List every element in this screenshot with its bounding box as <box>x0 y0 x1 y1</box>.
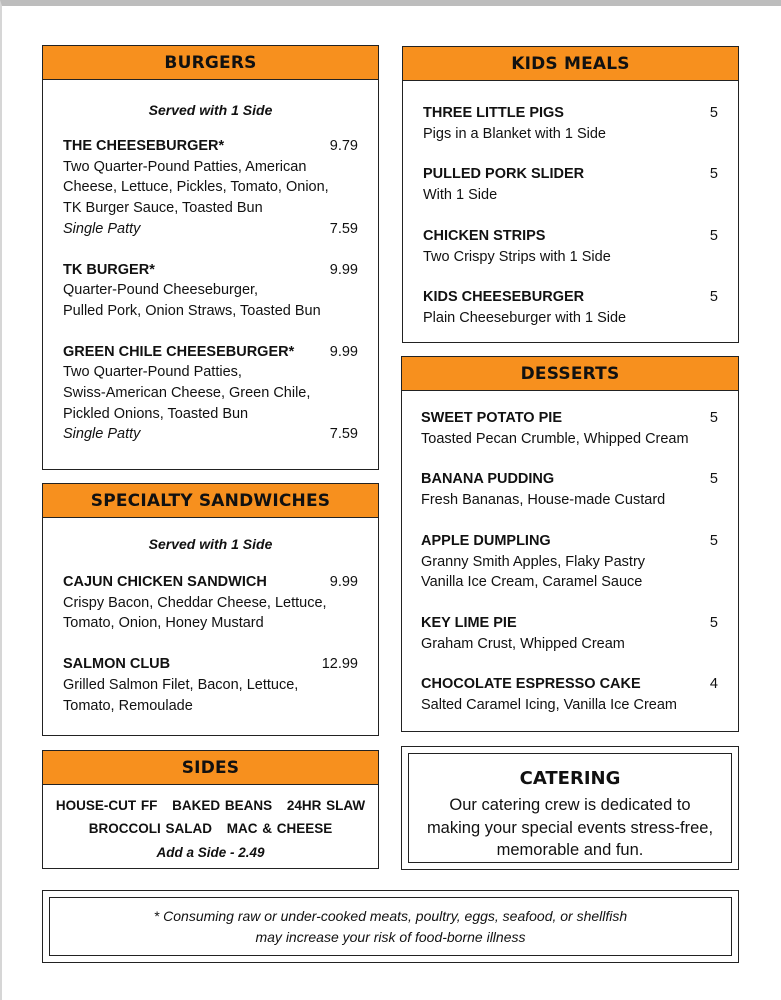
catering-section <box>401 746 739 870</box>
item-name: KEY LIME PIE <box>421 614 517 631</box>
item-desc-line: Crispy Bacon, Cheddar Cheese, Lettuce, <box>63 594 327 611</box>
add-side-note: Add a Side - 2.49 <box>156 845 265 860</box>
item-name: THE CHEESEBURGER* <box>63 138 225 154</box>
item-desc-line: Granny Smith Apples, Flaky Pastry <box>421 553 646 570</box>
item-price: 9.99 <box>329 343 358 360</box>
item-desc-line: Tomato, Remoulade <box>63 697 193 714</box>
menu-item-kids-cheeseburger <box>423 287 718 328</box>
item-name: KIDS CHEESEBURGER <box>423 289 585 306</box>
menu-item-the-cheeseburger <box>63 136 358 240</box>
item-desc-line: Graham Crust, Whipped Cream <box>421 635 625 652</box>
burgers-section <box>42 45 379 470</box>
catering-text-line: Our catering crew is dedicated to <box>449 796 691 814</box>
item-name: BANANA PUDDING <box>421 471 555 488</box>
menu-item-chocolate-espresso-cake <box>421 674 718 715</box>
item-desc-line: Two Quarter-Pound Patties, <box>63 364 242 381</box>
menu-item-chicken-strips <box>423 226 718 267</box>
sides-header: SIDES <box>43 751 378 785</box>
item-desc-line: Toasted Pecan Crumble, Whipped Cream <box>421 430 689 447</box>
item-desc-line: With 1 Side <box>423 187 498 204</box>
item-desc-line: Cheese, Lettuce, Pickles, Tomato, Onion, <box>63 179 329 196</box>
catering-inner-frame <box>408 753 732 863</box>
item-name: TK BURGER* <box>63 261 155 278</box>
sides-line-2 <box>43 817 378 840</box>
item-desc-line: Grilled Salmon Filet, Bacon, Lettuce, <box>63 676 299 693</box>
item-name: GREEN CHILE CHEESEBURGER* <box>63 343 295 360</box>
item-price: 9.99 <box>329 574 358 590</box>
item-name: PULLED PORK SLIDER <box>423 166 585 183</box>
menu-item-green-chile-cheeseburger <box>63 342 358 446</box>
item-price: 5 <box>709 166 718 183</box>
item-desc-line: Two Quarter-Pound Patties, American <box>63 158 307 175</box>
specialty-header: SPECIALTY SANDWICHES <box>43 484 378 518</box>
notice-inner-frame <box>49 897 732 956</box>
catering-text-line: making your special events stress-free, <box>426 818 714 837</box>
burgers-header: BURGERS <box>43 46 378 80</box>
item-name: CHOCOLATE ESPRESSO CAKE <box>421 676 641 693</box>
item-price: 5 <box>709 410 718 426</box>
item-name: CAJUN CHICKEN SANDWICH <box>63 574 267 590</box>
item-price: 5 <box>709 532 718 549</box>
item-variant-price: 7.59 <box>329 220 358 237</box>
menu-item-sweet-potato-pie <box>421 408 718 449</box>
menu-item-pulled-pork-slider <box>423 164 718 205</box>
side-option: HOUSE-CUT FF <box>55 798 158 813</box>
item-price: 4 <box>709 676 718 693</box>
menu-item-salmon-club <box>63 654 358 716</box>
food-safety-notice <box>42 890 739 963</box>
side-option: 24HR SLAW <box>286 798 366 813</box>
kids-meals-section <box>402 46 739 343</box>
item-desc-line: Vanilla Ice Cream, Caramel Sauce <box>421 574 643 591</box>
kids-header: KIDS MEALS <box>403 47 738 81</box>
item-name: SWEET POTATO PIE <box>421 410 562 426</box>
catering-title: CATERING <box>519 768 621 789</box>
item-desc-line: Two Crispy Strips with 1 Side <box>423 248 611 265</box>
desserts-section <box>401 356 739 732</box>
item-price: 9.99 <box>329 261 358 278</box>
item-desc-line: Tomato, Onion, Honey Mustard <box>63 615 264 632</box>
item-variant: Single Patty <box>63 426 141 443</box>
notice-line: * Consuming raw or under-cooked meats, poultry, eggs, seafood, or shellfish <box>153 908 628 924</box>
menu-item-apple-dumpling <box>421 531 718 593</box>
burgers-served-note: Served with 1 Side <box>148 102 273 118</box>
item-desc-line: TK Burger Sauce, Toasted Bun <box>63 200 263 217</box>
item-desc-line: Pulled Pork, Onion Straws, Toasted Bun <box>63 302 321 319</box>
side-option: BROCCOLI SALAD <box>88 821 212 836</box>
item-price: 9.79 <box>329 138 358 154</box>
item-name: SALMON CLUB <box>63 656 171 673</box>
item-name: APPLE DUMPLING <box>421 532 551 549</box>
item-name: CHICKEN STRIPS <box>423 227 546 244</box>
side-option: MAC & CHEESE <box>226 821 333 836</box>
catering-text-line: memorable and fun. <box>496 841 644 859</box>
menu-item-cajun-chicken-sandwich <box>63 572 358 634</box>
item-desc-line: Pickled Onions, Toasted Bun <box>63 405 249 422</box>
menu-item-tk-burger <box>63 260 358 322</box>
sides-line-1 <box>43 794 378 817</box>
item-price: 5 <box>709 614 718 631</box>
item-desc-line: Pigs in a Blanket with 1 Side <box>423 125 606 142</box>
item-price: 12.99 <box>321 656 358 673</box>
item-desc-line: Plain Cheeseburger with 1 Side <box>423 309 627 326</box>
notice-line: may increase your risk of food-borne illness <box>255 928 526 945</box>
item-name: THREE LITTLE PIGS <box>423 105 564 121</box>
menu-item-key-lime-pie <box>421 613 718 654</box>
item-price: 5 <box>709 105 718 121</box>
sides-section <box>42 750 379 869</box>
desserts-header: DESSERTS <box>402 357 738 391</box>
item-variant: Single Patty <box>63 220 141 237</box>
menu-item-banana-pudding <box>421 469 718 510</box>
item-desc-line: Quarter-Pound Cheeseburger, <box>63 282 259 299</box>
item-desc-line: Fresh Bananas, House-made Custard <box>421 492 666 509</box>
specialty-sandwiches-section <box>42 483 379 736</box>
side-option: BAKED BEANS <box>172 798 273 813</box>
item-price: 5 <box>709 227 718 244</box>
specialty-served-note: Served with 1 Side <box>148 536 273 552</box>
item-price: 5 <box>709 471 718 488</box>
item-price: 5 <box>709 289 718 306</box>
item-variant-price: 7.59 <box>329 426 358 443</box>
menu-item-three-little-pigs <box>423 103 718 144</box>
item-desc-line: Salted Caramel Icing, Vanilla Ice Cream <box>421 697 678 714</box>
item-desc-line: Swiss-American Cheese, Green Chile, <box>63 385 311 402</box>
